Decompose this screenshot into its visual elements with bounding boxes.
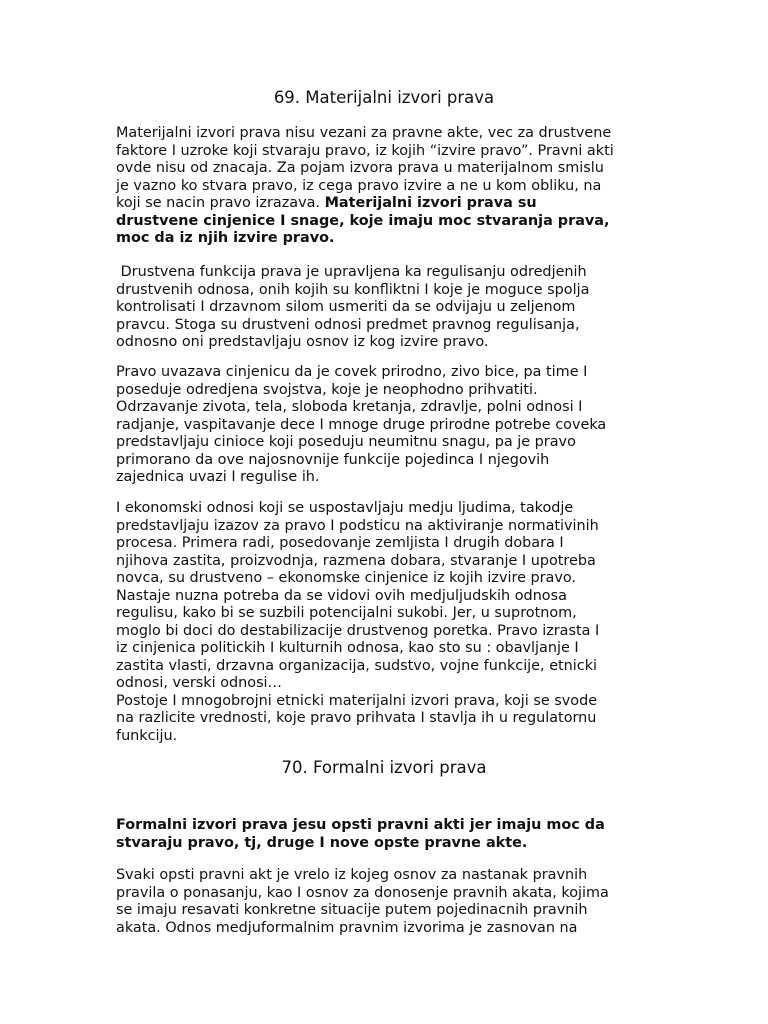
section-69-paragraph-3 bbox=[116, 364, 656, 487]
text-line: na razlicite vrednosti, koje pravo prihvata I stavlja ih u regulatornu bbox=[116, 710, 597, 726]
text-line: radjanje, vaspitavanje dece I mnoge druge prirodne potrebe coveka bbox=[116, 416, 607, 433]
bold-text-line: stvaraju pravo, tj, druge I nove opste pravne akte. bbox=[116, 834, 528, 851]
section-70-bold-paragraph bbox=[116, 817, 656, 852]
bold-text-run: Materijalni izvori prava su bbox=[324, 195, 537, 211]
text-line: pravila o ponasanju, kao I osnov za donosenje pravnih akata, kojima bbox=[116, 884, 609, 901]
text-line: I ekonomski odnosi koji se uspostavljaju medju ljudima, takodje bbox=[116, 500, 574, 516]
text-line: Pravo uvazava cinjenicu da je covek prirodno, zivo bice, pa time I bbox=[116, 364, 588, 380]
section-69-paragraph-4 bbox=[116, 500, 656, 745]
bold-text-line: Formalni izvori prava jesu opsti pravni akti jer imaju moc da bbox=[116, 817, 605, 833]
text-line: ovde nisu od znacaja. Za pojam izvora prava u materijalnom smislu bbox=[116, 160, 604, 176]
text-line: zajednica uvazi I regulise ih. bbox=[116, 469, 320, 485]
bold-text-line: drustvene cinjenice I snage, koje imaju moc stvaranja prava, bbox=[116, 212, 610, 229]
text-line: odnosno oni predstavljaju osnov iz kog izvire pravo. bbox=[116, 334, 489, 350]
text-line: akata. Odnos medjuformalnim pravnim izvorima je zasnovan na bbox=[116, 919, 578, 936]
section-69-paragraph-2 bbox=[116, 264, 656, 352]
text-line: predstavljaju cinioce koji poseduju neumitnu snagu, pa je pravo bbox=[116, 434, 576, 450]
text-line: kontrolisati I drzavnom silom usmeriti da se odvijaju u zeljenom bbox=[116, 299, 576, 315]
text-line: Svaki opsti pravni akt je vrelo iz kojeg osnov za nastanak pravnih bbox=[116, 867, 588, 883]
text-line: Materijalni izvori prava nisu vezani za pravne akte, vec za drustvene bbox=[116, 125, 612, 141]
text-line: primorano da ove najosnovnije funkcije pojedinca I njegovih bbox=[116, 451, 550, 468]
text-line: funkciju. bbox=[116, 727, 178, 744]
text-line: pravcu. Stoga su drustveni odnosi predmet pravnog regulisanja, bbox=[116, 316, 580, 333]
text-line: faktore I uzroke koji stvaraju pravo, iz kojih “izvire pravo”. Pravni akti bbox=[116, 142, 614, 159]
text-line: novca, su drustveno – ekonomske cinjenice iz kojih izvire pravo. bbox=[116, 570, 577, 586]
text-line: Drustvena funkcija prava je upravljena ka regulisanju odredjenih bbox=[116, 264, 587, 280]
section-69-title: 69. Materijalni izvori prava bbox=[273, 88, 495, 107]
text-line: Nastaje nuzna potreba da se vidovi ovih medjuljudskih odnosa bbox=[116, 587, 567, 604]
text-line: odnosi, verski odnosi… bbox=[116, 675, 282, 691]
text-line: Odrzavanje zivota, tela, sloboda kretanja, zdravlje, polni odnosi I bbox=[116, 399, 583, 415]
text-line: iz cinjenica politickih I kulturnih odnosa, kao sto su : obavljanje I bbox=[116, 640, 579, 656]
text-line: njihova zastita, proizvodnja, razmena dobara, stvaranje I upotreba bbox=[116, 552, 596, 569]
text-line: zastita vlasti, drzavna organizacija, sudstvo, vojne funkcije, etnicki bbox=[116, 657, 598, 674]
section-70-paragraph-2 bbox=[116, 867, 656, 937]
text-line: drustvenih odnosa, onih kojih su konfliktni I koje je moguce spolja bbox=[116, 281, 590, 298]
text-line: je vazno ko stvara pravo, iz cega pravo izvire a ne u kom obliku, na bbox=[116, 177, 602, 194]
section-69-paragraph-1 bbox=[116, 125, 656, 248]
text-line: procesa. Primera radi, posedovanje zemljista I drugih dobara I bbox=[116, 535, 564, 551]
text-line: se imaju resavati konkretne situacije putem pojedinacnih pravnih bbox=[116, 902, 588, 918]
text-run: koji se nacin pravo izrazava. bbox=[116, 195, 325, 211]
text-line-mixed bbox=[116, 195, 656, 213]
text-line: Postoje I mnogobrojni etnicki materijalni izvori prava, koji se svode bbox=[116, 692, 598, 709]
text-line: regulisu, kako bi se suzbili potencijalni sukobi. Jer, u suprotnom, bbox=[116, 605, 577, 621]
text-line: predstavljaju izazov za pravo I podsticu na aktiviranje normativinih bbox=[116, 517, 599, 534]
text-line: moglo bi doci do destabilizacije drustvenog poretka. Pravo izrasta I bbox=[116, 622, 600, 639]
text-line: poseduje odredjena svojstva, koje je neophodno prihvatiti. bbox=[116, 381, 538, 398]
section-70-title: 70. Formalni izvori prava bbox=[281, 758, 487, 777]
bold-text-line: moc da iz njih izvire pravo. bbox=[116, 230, 335, 246]
